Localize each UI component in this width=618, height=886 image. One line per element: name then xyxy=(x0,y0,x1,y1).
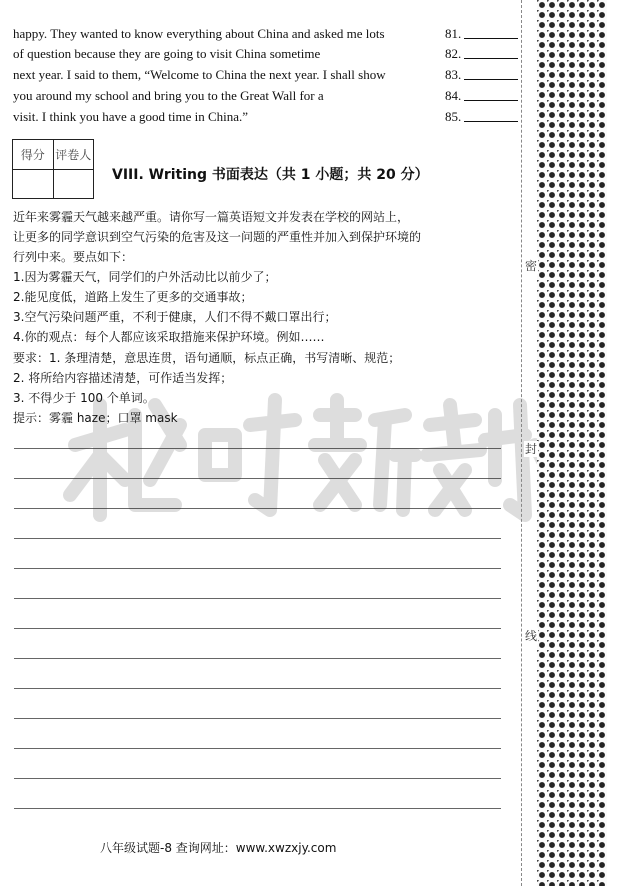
score-cell[interactable] xyxy=(13,169,54,199)
writing-line[interactable] xyxy=(14,568,501,569)
requirement-line: 2. 将所给内容描述清楚，可作适当发挥； xyxy=(13,371,233,385)
requirement-line: 3. 不得少于 100 个单词。 xyxy=(13,391,155,405)
writing-line[interactable] xyxy=(14,538,501,539)
writing-line[interactable] xyxy=(14,598,501,599)
writing-line[interactable] xyxy=(14,688,501,689)
prompt-point: 4.你的观点：每个人都应该采取措施来保护环境。例如…… xyxy=(13,330,325,344)
answer-blank[interactable] xyxy=(464,100,518,101)
prompt-intro-line: 行列中来。要点如下： xyxy=(13,250,134,264)
score-label: 得分 xyxy=(13,140,54,170)
writing-line[interactable] xyxy=(14,778,501,779)
grader-label: 评卷人 xyxy=(53,140,94,170)
page-footer: 八年级试题-8 查询网址：www.xwzxjy.com xyxy=(100,841,337,855)
passage-line: you around my school and bring you to the Great Wall for a xyxy=(13,88,324,103)
prompt-intro-line: 让更多的同学意识到空气污染的危害及这一问题的严重性并加入到保护环境的 xyxy=(13,230,422,244)
writing-line[interactable] xyxy=(14,478,501,479)
answer-blank[interactable] xyxy=(464,121,518,122)
seal-char-feng: 封 xyxy=(524,442,537,456)
passage-line: of question because they are going to visit China sometime xyxy=(13,46,321,61)
answer-blank[interactable] xyxy=(464,58,518,59)
answer-number: 82. xyxy=(445,46,462,61)
prompt-intro-line: 近年来雾霾天气越来越严重。请你写一篇英语短文并发表在学校的网站上， xyxy=(13,210,410,224)
answer-item xyxy=(445,65,520,85)
prompt-point: 2.能见度低，道路上发生了更多的交通事故； xyxy=(13,290,253,304)
requirement-line: 要求：1. 条理清楚，意思连贯，语句通顺，标点正确，书写清晰、规范； xyxy=(13,351,401,365)
seal-char-mi: 密 xyxy=(524,259,537,273)
passage-line: visit. I think you have a good time in China.” xyxy=(13,109,249,124)
answer-item xyxy=(445,44,520,64)
writing-line[interactable] xyxy=(14,718,501,719)
grader-cell[interactable] xyxy=(53,169,94,199)
passage-line: happy. They wanted to know everything about China and asked me lots xyxy=(13,26,385,41)
prompt-point: 3.空气污染问题严重，不利于健康，人们不得不戴口罩出行； xyxy=(13,310,337,324)
writing-line[interactable] xyxy=(14,448,501,449)
answer-number: 85. xyxy=(445,109,462,124)
score-table xyxy=(12,139,94,199)
answer-item xyxy=(445,107,520,127)
writing-line[interactable] xyxy=(14,628,501,629)
prompt-point: 1.因为雾霾天气，同学们的户外活动比以前少了； xyxy=(13,270,277,284)
passage-line: next year. I said to them, “Welcome to China the next year. I shall show xyxy=(13,67,386,82)
writing-line[interactable] xyxy=(14,808,501,809)
answer-item xyxy=(445,24,520,44)
binding-dashed-line xyxy=(521,0,522,886)
section-title: VIII. Writing 书面表达（共 1 小题；共 20 分） xyxy=(112,167,429,183)
answer-blank[interactable] xyxy=(464,38,518,39)
writing-line[interactable] xyxy=(14,508,501,509)
answer-blank[interactable] xyxy=(464,79,518,80)
answer-number: 84. xyxy=(445,88,462,103)
seal-char-xian: 线 xyxy=(524,629,537,643)
answer-number: 83. xyxy=(445,67,462,82)
answer-number: 81. xyxy=(445,26,462,41)
binding-pattern-strip xyxy=(537,0,607,886)
answer-item xyxy=(445,86,520,106)
writing-line[interactable] xyxy=(14,658,501,659)
writing-line[interactable] xyxy=(14,748,501,749)
hint-line: 提示：雾霾 haze；口罩 mask xyxy=(13,411,178,425)
